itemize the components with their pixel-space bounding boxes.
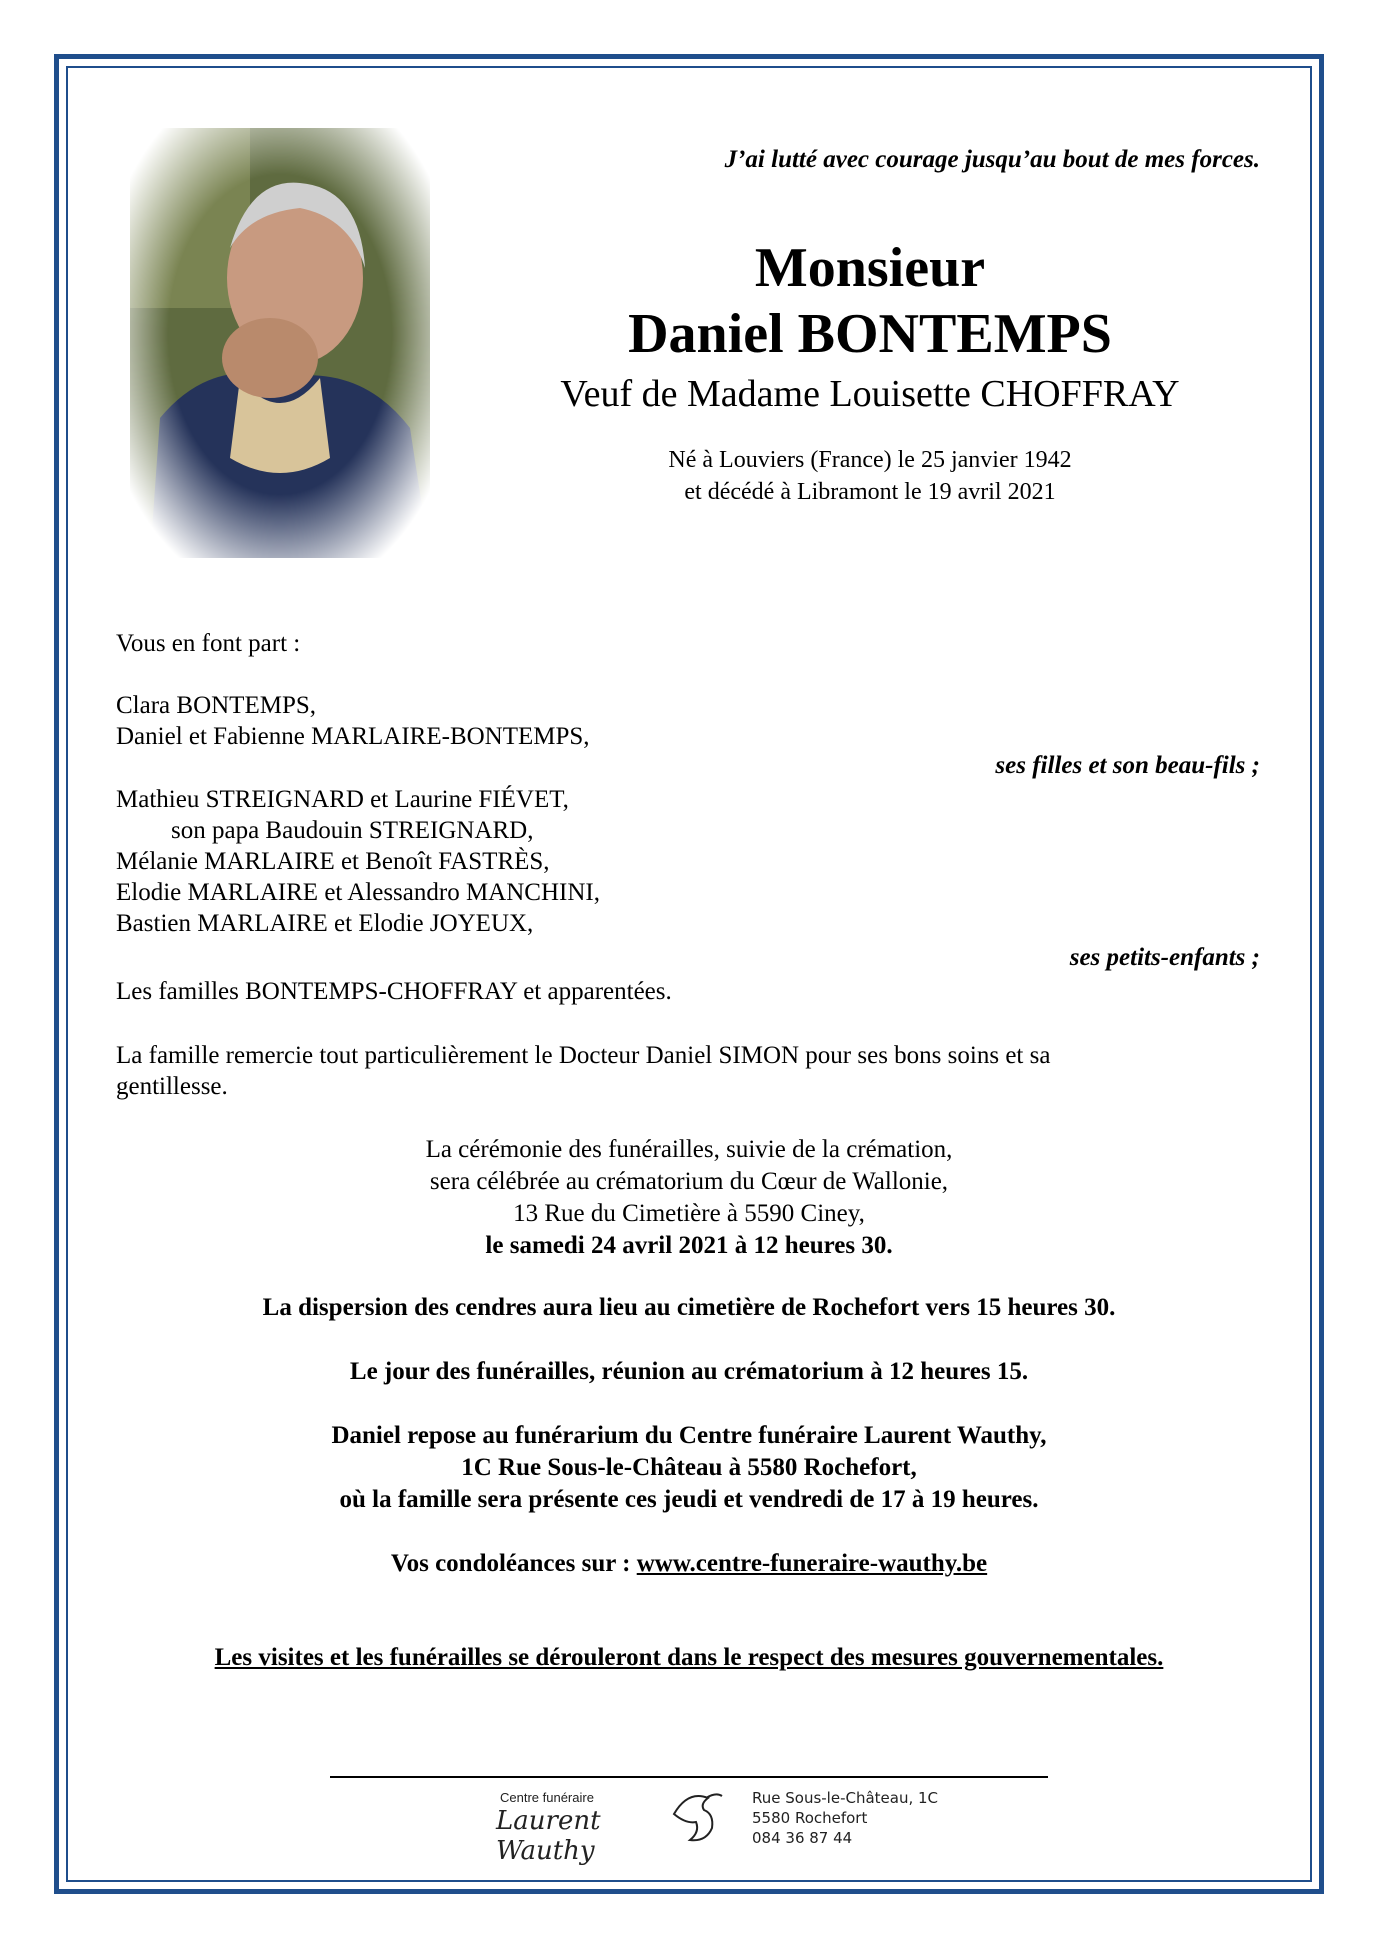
funeral-home-logo xyxy=(486,1782,686,1866)
list-item: Bastien MARLAIRE et Elodie JOYEUX, xyxy=(116,910,534,937)
birth-line: Né à Louviers (France) le 25 janvier 1942 xyxy=(668,447,1072,473)
list-item: Elodie MARLAIRE et Alessandro MANCHINI, xyxy=(116,879,600,906)
logo-script-text: Laurent Wauthy xyxy=(496,1806,601,1866)
quote: J’ai lutté avec courage jusqu’au bout de mes forces. xyxy=(724,146,1260,173)
rest-line: Daniel repose au funérarium du Centre funéraire Laurent Wauthy, xyxy=(331,1422,1047,1449)
rest-line: 1C Rue Sous-le-Château à 5580 Rochefort, xyxy=(461,1454,917,1481)
phone-number: 084 36 87 44 xyxy=(752,1829,853,1847)
rest-line: où la famille sera présente ces jeudi et vendredi de 17 à 19 heures. xyxy=(339,1486,1039,1513)
rest-block xyxy=(116,1420,1262,1516)
condolences-link[interactable]: www.centre-funeraire-wauthy.be xyxy=(636,1550,988,1577)
address-line: 5580 Rochefort xyxy=(752,1809,868,1827)
birth-death-dates xyxy=(560,444,1180,508)
title-honorific: Monsieur xyxy=(754,237,986,299)
announce-text: Vous en font part : xyxy=(116,630,301,657)
condolences-line xyxy=(116,1548,1262,1580)
grandchildren-label: ses petits-enfants ; xyxy=(1069,944,1260,971)
ceremony-block xyxy=(116,1134,1262,1262)
footer-address xyxy=(752,1788,938,1848)
address-line: Rue Sous-le-Château, 1C xyxy=(752,1789,939,1807)
grandchildren-list xyxy=(116,784,600,939)
ceremony-line: sera célébrée au crématorium du Cœur de Wallonie, xyxy=(429,1168,949,1195)
widow-line: Veuf de Madame Louisette CHOFFRAY xyxy=(560,373,1180,415)
thanks-text xyxy=(116,1040,1256,1102)
children-label: ses filles et son beau-fils ; xyxy=(995,752,1260,779)
footer-divider xyxy=(330,1776,1048,1778)
deceased-name: Daniel BONTEMPS xyxy=(628,303,1112,365)
families-text: Les familles BONTEMPS-CHOFFRAY et apparentées. xyxy=(116,978,672,1005)
list-item: Mélanie MARLAIRE et Benoît FASTRÈS, xyxy=(116,848,550,875)
thanks-line: gentillesse. xyxy=(116,1073,228,1100)
death-line: et décédé à Libramont le 19 avril 2021 xyxy=(684,479,1056,505)
ceremony-line: La cérémonie des funérailles, suivie de la crémation, xyxy=(425,1136,953,1163)
measures-notice: Les visites et les funérailles se dérouleront dans le respect des mesures gouvernementales. xyxy=(214,1644,1164,1671)
thanks-line: La famille remercie tout particulièrement le Docteur Daniel SIMON pour ses bons soins et sa xyxy=(116,1042,1051,1069)
list-item: Daniel et Fabienne MARLAIRE-BONTEMPS, xyxy=(116,723,590,750)
dove-icon xyxy=(666,1784,726,1846)
portrait-photo xyxy=(130,128,430,558)
list-item: son papa Baudouin STREIGNARD, xyxy=(171,817,534,844)
ceremony-line: 13 Rue du Cimetière à 5590 Ciney, xyxy=(513,1200,865,1227)
condolences-label: Vos condoléances sur : xyxy=(390,1550,637,1577)
logo-small-text: Centre funéraire xyxy=(500,1790,594,1805)
dispersion-text: La dispersion des cendres aura lieu au cimetière de Rochefort vers 15 heures 30. xyxy=(262,1294,1116,1321)
ceremony-date: le samedi 24 avril 2021 à 12 heures 30. xyxy=(485,1232,893,1259)
list-item: Mathieu STREIGNARD et Laurine FIÉVET, xyxy=(116,786,569,813)
meeting-text: Le jour des funérailles, réunion au crématorium à 12 heures 15. xyxy=(349,1358,1029,1385)
children-list xyxy=(116,690,590,752)
list-item: Clara BONTEMPS, xyxy=(116,692,316,719)
